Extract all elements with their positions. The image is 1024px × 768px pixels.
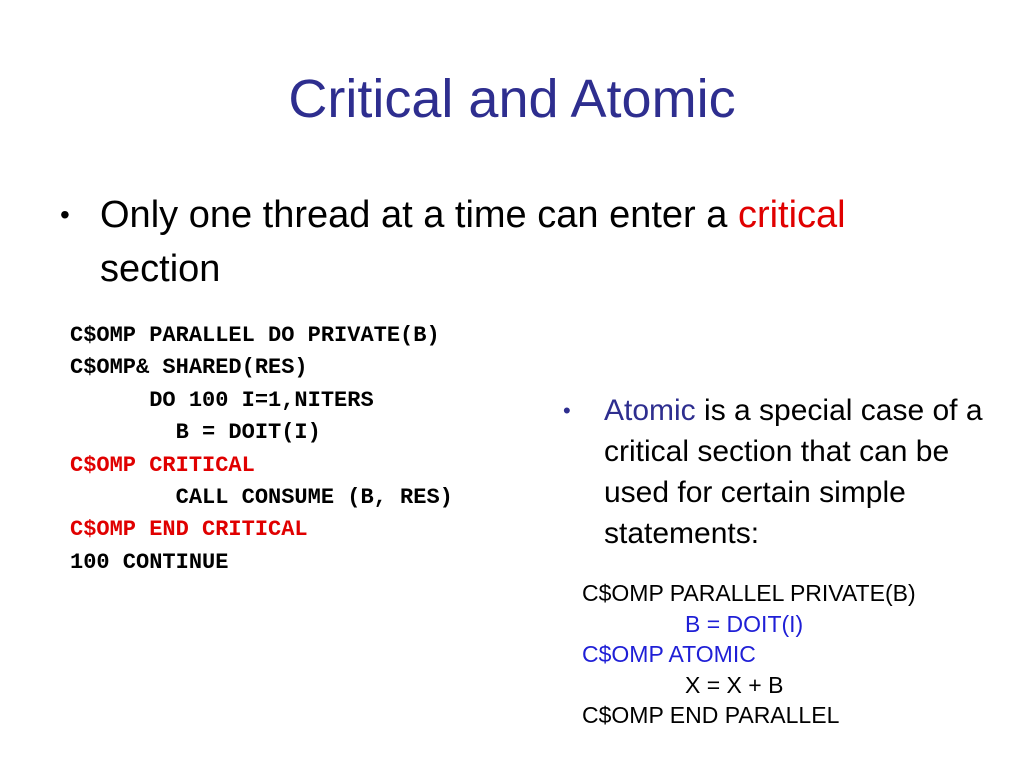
code-line: CALL CONSUME (B, RES) [70,485,453,511]
end-critical-directive-line: C$OMP END CRITICAL [70,517,308,543]
main-bullet-text-after: section [100,248,221,290]
bullet-marker: • [563,398,571,423]
slide-title: Critical and Atomic [288,69,736,129]
code-line: B = DOIT(I) [70,420,321,446]
code-line: C$OMP& SHARED(RES) [70,355,308,381]
atomic-bullet-body: is a special case of a critical section that can be used for certain simple statements: [604,394,983,550]
code-line: 100 CONTINUE [70,549,229,575]
atomic-directive-line: C$OMP ATOMIC [582,641,756,667]
critical-code-block [70,320,453,579]
critical-keyword: critical [737,194,846,236]
atomic-code-block [582,578,916,731]
main-bullet [60,188,940,296]
code-line: DO 100 I=1,NITERS [70,387,374,413]
code-line: C$OMP PARALLEL PRIVATE(B) [582,580,916,606]
atomic-keyword: Atomic [604,394,696,427]
main-bullet-text [100,188,940,296]
code-line: X = X + B [685,671,784,698]
code-line: B = DOIT(I) [685,610,804,637]
atomic-bullet [563,390,1003,554]
critical-directive-line: C$OMP CRITICAL [70,452,255,478]
atomic-bullet-text [604,390,1003,554]
main-bullet-text-before: Only one thread at a time can enter a [100,194,738,236]
code-line: C$OMP END PARALLEL [582,702,840,728]
code-line: C$OMP PARALLEL DO PRIVATE(B) [70,323,440,348]
bullet-marker: • [60,199,70,230]
